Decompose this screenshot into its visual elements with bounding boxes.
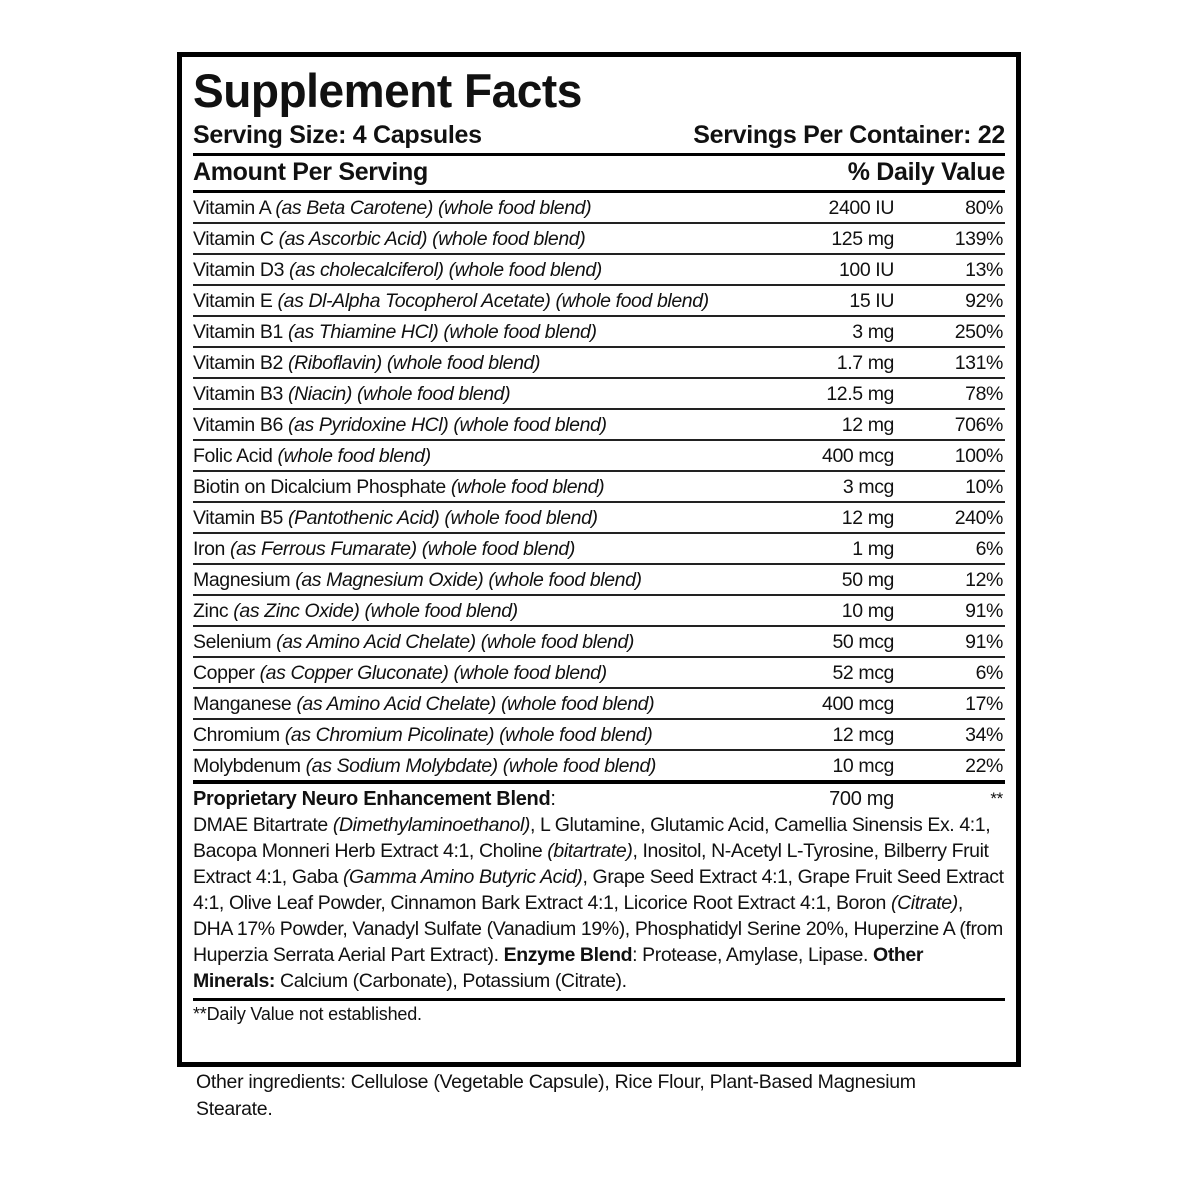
nutrient-source: (as Ascorbic Acid) (whole food blend) xyxy=(278,228,586,250)
nutrient-label: Vitamin B6 xyxy=(193,414,283,436)
nutrient-label: Biotin on Dicalcium Phosphate xyxy=(193,476,446,498)
nutrient-name xyxy=(193,319,784,346)
nutrient-label: Vitamin D3 xyxy=(193,259,285,281)
nutrient-amount: 12 mg xyxy=(841,414,894,436)
nutrient-daily-value: 91% xyxy=(965,600,1003,622)
nutrient-row xyxy=(193,751,1005,784)
blend-ingredients xyxy=(193,812,1005,1001)
nutrient-row xyxy=(193,317,1005,348)
nutrient-amount: 100 IU xyxy=(838,259,894,281)
nutrient-label: Magnesium xyxy=(193,569,291,591)
nutrient-label: Copper xyxy=(193,662,255,684)
nutrient-source: (as Sodium Molybdate) (whole food blend) xyxy=(305,755,657,777)
nutrient-amount: 10 mcg xyxy=(832,755,894,777)
nutrient-amount: 1.7 mg xyxy=(836,352,894,374)
blend-daily-value: ** xyxy=(990,789,1003,808)
blend-colon: : xyxy=(550,788,556,810)
nutrient-daily-value: 6% xyxy=(975,538,1003,560)
nutrient-amount: 2400 IU xyxy=(828,197,894,219)
nutrient-name xyxy=(193,629,784,656)
proprietary-blend-header xyxy=(193,784,1005,812)
daily-value-footnote: **Daily Value not established. xyxy=(193,1004,422,1024)
nutrient-daily-value: 240% xyxy=(954,507,1003,529)
nutrient-name xyxy=(193,288,784,315)
nutrient-label: Zinc xyxy=(193,600,229,622)
nutrient-name xyxy=(193,660,784,687)
nutrient-amount: 125 mg xyxy=(831,228,894,250)
nutrient-daily-value: 12% xyxy=(965,569,1003,591)
blend-segment-normal: : Protease, Amylase, Lipase. xyxy=(632,944,874,966)
servings-per-container: Servings Per Container: 22 xyxy=(693,121,1005,149)
nutrient-amount: 400 mcg xyxy=(822,445,894,467)
nutrient-row xyxy=(193,720,1005,751)
nutrient-name xyxy=(193,381,784,408)
nutrient-label: Selenium xyxy=(193,631,272,653)
nutrient-daily-value: 13% xyxy=(965,259,1003,281)
nutrient-source: (Niacin) (whole food blend) xyxy=(287,383,511,405)
blend-name xyxy=(193,786,784,812)
nutrient-daily-value: 250% xyxy=(954,321,1003,343)
nutrient-row xyxy=(193,286,1005,317)
blend-segment-normal: , L Glutamine, Glutamic Acid, Camellia Sinensis Ex. 4:1, Bacopa Monneri Herb Extract 4:1, Choline xyxy=(193,814,991,862)
column-headers xyxy=(193,156,1005,193)
nutrient-source: (as Chromium Picolinate) (whole food blend) xyxy=(284,724,653,746)
nutrient-row xyxy=(193,627,1005,658)
supplement-facts-panel xyxy=(177,52,1021,1067)
nutrient-amount: 52 mcg xyxy=(832,662,894,684)
nutrient-row xyxy=(193,596,1005,627)
nutrient-name xyxy=(193,195,784,222)
nutrient-name xyxy=(193,443,784,470)
nutrient-amount: 1 mg xyxy=(852,538,894,560)
blend-segment-bold: Enzyme Blend xyxy=(503,944,633,966)
nutrient-label: Molybdenum xyxy=(193,755,301,777)
nutrient-row xyxy=(193,565,1005,596)
amount-per-serving-header: Amount Per Serving xyxy=(193,158,428,186)
nutrient-daily-value: 139% xyxy=(954,228,1003,250)
nutrient-source: (as Magnesium Oxide) (whole food blend) xyxy=(295,569,642,591)
nutrient-label: Iron xyxy=(193,538,226,560)
blend-segment-italic: (Dimethylaminoethanol) xyxy=(332,814,531,836)
nutrient-label: Vitamin B5 xyxy=(193,507,283,529)
nutrient-daily-value: 22% xyxy=(965,755,1003,777)
nutrient-daily-value: 80% xyxy=(965,197,1003,219)
nutrient-source: (as Amino Acid Chelate) (whole food blend) xyxy=(296,693,655,715)
nutrient-name xyxy=(193,722,784,749)
nutrient-row xyxy=(193,379,1005,410)
nutrient-row xyxy=(193,193,1005,224)
blend-segment-normal: DMAE Bitartrate xyxy=(193,814,333,836)
nutrient-name xyxy=(193,257,784,284)
blend-segment-normal: , Grape Seed Extract 4:1, Grape Fruit Seed Extract 4:1, Olive Leaf Powder, Cinnamon Bark Extract 4:1, Licorice Root Extract 4:1, Boron xyxy=(193,866,1004,914)
nutrient-name xyxy=(193,567,784,594)
nutrient-name xyxy=(193,474,784,501)
nutrient-source: (Pantothenic Acid) (whole food blend) xyxy=(287,507,598,529)
nutrient-daily-value: 131% xyxy=(954,352,1003,374)
serving-info xyxy=(193,120,1005,156)
nutrient-daily-value: 34% xyxy=(965,724,1003,746)
daily-value-header: % Daily Value xyxy=(847,158,1005,186)
nutrient-row xyxy=(193,224,1005,255)
nutrient-amount: 12.5 mg xyxy=(826,383,894,405)
nutrient-daily-value: 78% xyxy=(965,383,1003,405)
nutrient-amount: 12 mcg xyxy=(832,724,894,746)
nutrient-daily-value: 17% xyxy=(965,693,1003,715)
nutrient-daily-value: 10% xyxy=(965,476,1003,498)
nutrient-label: Vitamin B2 xyxy=(193,352,283,374)
nutrient-name xyxy=(193,536,784,563)
nutrient-source: (as Pyridoxine HCl) (whole food blend) xyxy=(287,414,607,436)
blend-segment-normal: Calcium (Carbonate), Potassium (Citrate). xyxy=(275,970,627,992)
nutrient-label: Manganese xyxy=(193,693,292,715)
nutrient-daily-value: 6% xyxy=(975,662,1003,684)
blend-name-text: Proprietary Neuro Enhancement Blend xyxy=(193,788,551,810)
nutrient-daily-value: 92% xyxy=(965,290,1003,312)
nutrient-label: Vitamin B3 xyxy=(193,383,283,405)
nutrient-daily-value: 100% xyxy=(954,445,1003,467)
nutrient-label: Chromium xyxy=(193,724,280,746)
nutrient-row xyxy=(193,689,1005,720)
nutrient-name xyxy=(193,598,784,625)
nutrient-table xyxy=(193,193,1005,784)
nutrient-name xyxy=(193,226,784,253)
nutrient-source: (as Thiamine HCl) (whole food blend) xyxy=(287,321,597,343)
blend-segment-italic: (bitartrate) xyxy=(547,840,633,862)
nutrient-daily-value: 706% xyxy=(954,414,1003,436)
nutrient-row xyxy=(193,534,1005,565)
nutrient-label: Vitamin B1 xyxy=(193,321,283,343)
nutrient-row xyxy=(193,441,1005,472)
nutrient-source: (as Copper Gluconate) (whole food blend) xyxy=(259,662,607,684)
nutrient-row xyxy=(193,348,1005,379)
supplement-facts-content xyxy=(193,57,1005,1027)
serving-size: Serving Size: 4 Capsules xyxy=(193,121,482,149)
blend-segment-normal: , Inositol, N-Acetyl L-Tyrosine, Bilberry Fruit Extract 4:1, Gaba xyxy=(193,840,989,888)
nutrient-row xyxy=(193,255,1005,286)
nutrient-amount: 3 mcg xyxy=(842,476,894,498)
nutrient-row xyxy=(193,658,1005,689)
blend-segment-normal: , DHA 17% Powder, Vanadyl Sulfate (Vanadium 19%), Phosphatidyl Serine 20%, Huperzine A (from Huperzia Serrata Aerial Part Extract). xyxy=(193,892,1003,966)
nutrient-amount: 50 mcg xyxy=(832,631,894,653)
nutrient-source: (whole food blend) xyxy=(277,445,431,467)
nutrient-amount: 3 mg xyxy=(852,321,894,343)
nutrient-name xyxy=(193,505,784,532)
nutrient-source: (whole food blend) xyxy=(450,476,605,498)
nutrient-source: (as Zinc Oxide) (whole food blend) xyxy=(233,600,518,622)
nutrient-name xyxy=(193,753,784,780)
blend-segment-italic: (Gamma Amino Butyric Acid) xyxy=(342,866,583,888)
nutrient-daily-value: 91% xyxy=(965,631,1003,653)
nutrient-amount: 10 mg xyxy=(841,600,894,622)
nutrient-row xyxy=(193,472,1005,503)
nutrient-amount: 12 mg xyxy=(841,507,894,529)
nutrient-row xyxy=(193,410,1005,441)
nutrient-label: Vitamin C xyxy=(193,228,274,250)
panel-title: Supplement Facts xyxy=(193,64,582,117)
nutrient-source: (as Amino Acid Chelate) (whole food blend) xyxy=(276,631,635,653)
nutrient-amount: 50 mg xyxy=(841,569,894,591)
nutrient-source: (as Dl-Alpha Tocopherol Acetate) (whole food blend) xyxy=(277,290,709,312)
nutrient-source: (Riboflavin) (whole food blend) xyxy=(287,352,541,374)
nutrient-label: Folic Acid xyxy=(193,445,273,467)
blend-segment-bold: Other Minerals: xyxy=(193,944,924,992)
nutrient-label: Vitamin E xyxy=(193,290,273,312)
nutrient-name xyxy=(193,691,784,718)
nutrient-amount: 15 IU xyxy=(849,290,894,312)
nutrient-source: (as Ferrous Fumarate) (whole food blend) xyxy=(230,538,575,560)
nutrient-source: (as cholecalciferol) (whole food blend) xyxy=(289,259,602,281)
nutrient-source: (as Beta Carotene) (whole food blend) xyxy=(275,197,592,219)
blend-segment-italic: (Citrate) xyxy=(891,892,958,914)
nutrient-amount: 400 mcg xyxy=(822,693,894,715)
nutrient-name xyxy=(193,412,784,439)
nutrient-row xyxy=(193,503,1005,534)
other-ingredients: Other ingredients: Cellulose (Vegetable Capsule), Rice Flour, Plant-Based Magnesium Stearate. xyxy=(196,1071,916,1120)
nutrient-name xyxy=(193,350,784,377)
blend-amount: 700 mg xyxy=(829,788,894,810)
nutrient-label: Vitamin A xyxy=(193,197,271,219)
